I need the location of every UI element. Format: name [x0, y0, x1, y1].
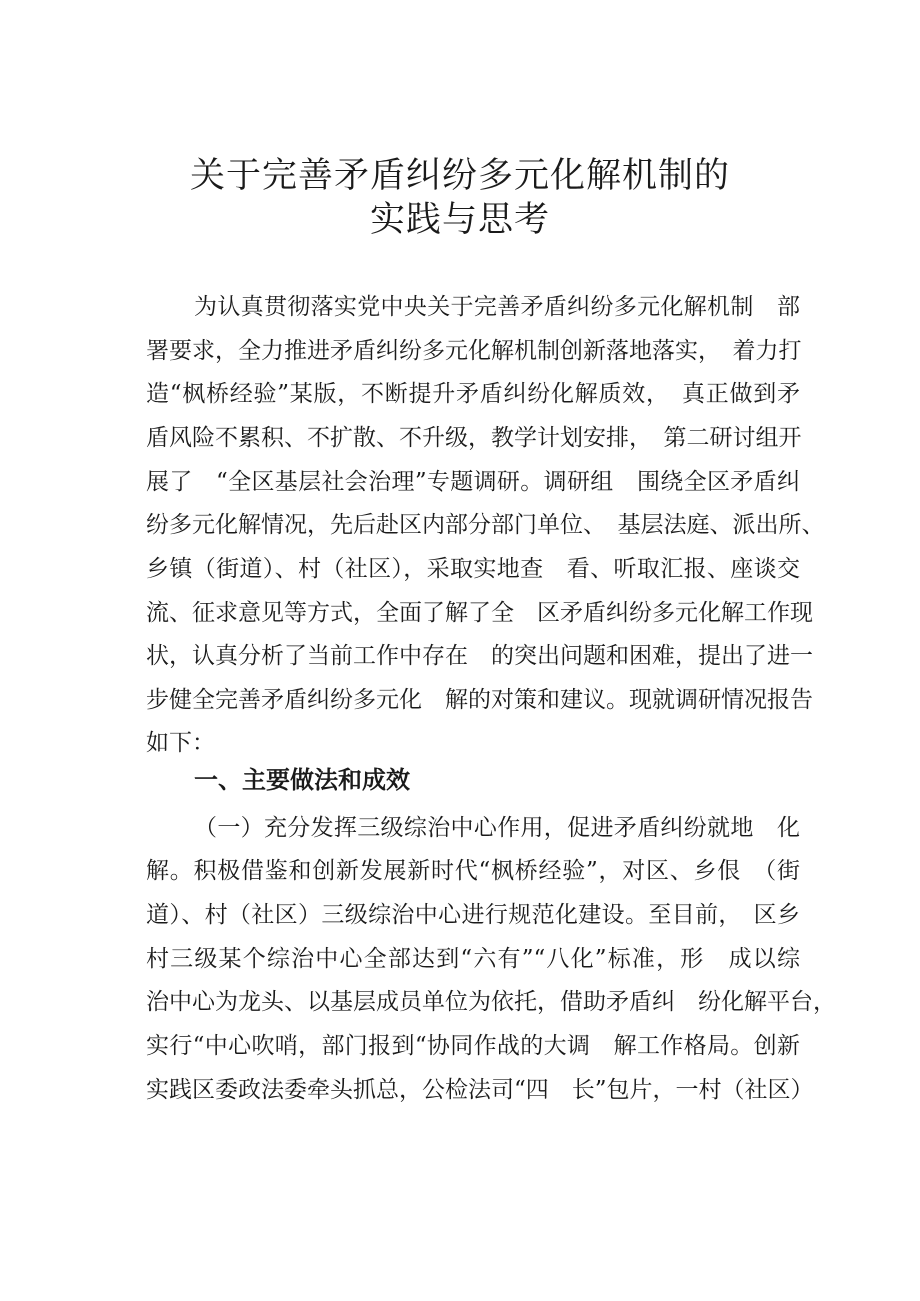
paragraph-line: 为认真贯彻落实党中央关于完善矛盾纠纷多元化解机制 部	[194, 294, 800, 320]
paragraph-line: 流、征求意见等方式，全面了解了全 区矛盾纠纷多元化解工作现	[146, 600, 813, 626]
section-heading: 一、主要做法和成效	[194, 766, 410, 794]
paragraph-line: 状，认真分析了当前工作中存在 的突出问题和困难，提出了进一	[146, 643, 813, 669]
paragraph-line: 实行“中心吹哨，部门报到“协同作战的大调 解工作格局。创新	[146, 1033, 800, 1059]
document-title-line-2: 实践与思考	[369, 200, 550, 240]
paragraph-line: 解。积极借鉴和创新发展新时代“枫桥经验”，对区、乡佷 （街	[146, 858, 800, 884]
document-title-line-1: 关于完善矛盾纠纷多元化解机制的	[189, 156, 730, 196]
paragraph-line: 展了 “全区基层社会治理”专题调研。调研组 围绕全区矛盾纠	[146, 469, 800, 495]
paragraph-line: 盾风险不累积、不扩散、不升级，教学计划安排， 第二研讨组开	[146, 425, 802, 451]
paragraph-line: 治中心为龙头、以基层成员单位为依托，借助矛盾纠 纷化解平台，	[146, 989, 836, 1015]
paragraph-line: 纷多元化解情况，先后赴区内部分部门单位、 基层法庭、派出所、	[146, 512, 825, 538]
paragraph-line: 实践区委政法委牵头抓总，公检法司“四 长”包片，一村（社区）	[146, 1077, 814, 1103]
paragraph-line: 村三级某个综治中心全部达到“六有”“八化”标准，形 成以综	[146, 946, 800, 972]
paragraph-line: 造“枫桥经验”某版，不断提升矛盾纠纷化解质效， 真正做到矛	[146, 381, 800, 407]
paragraph-line: 乡镇（街道）、村（社区），采取实地查 看、听取汇报、座谈交	[146, 556, 800, 582]
paragraph-line: 步健全完善矛盾纠纷多元化 解的对策和建议。现就调研情况报告	[146, 687, 813, 713]
paragraph-line: 如下：	[146, 730, 215, 756]
paragraph-line: 道）、村（社区）三级综治中心进行规范化建设。至目前， 区乡	[146, 902, 800, 928]
paragraph-line: 署要求，全力推进矛盾纠纷多元化解机制创新落地落实， 着力打	[146, 338, 802, 364]
paragraph-line: （一）充分发挥三级综治中心作用，促进矛盾纠纷就地 化	[194, 815, 800, 841]
